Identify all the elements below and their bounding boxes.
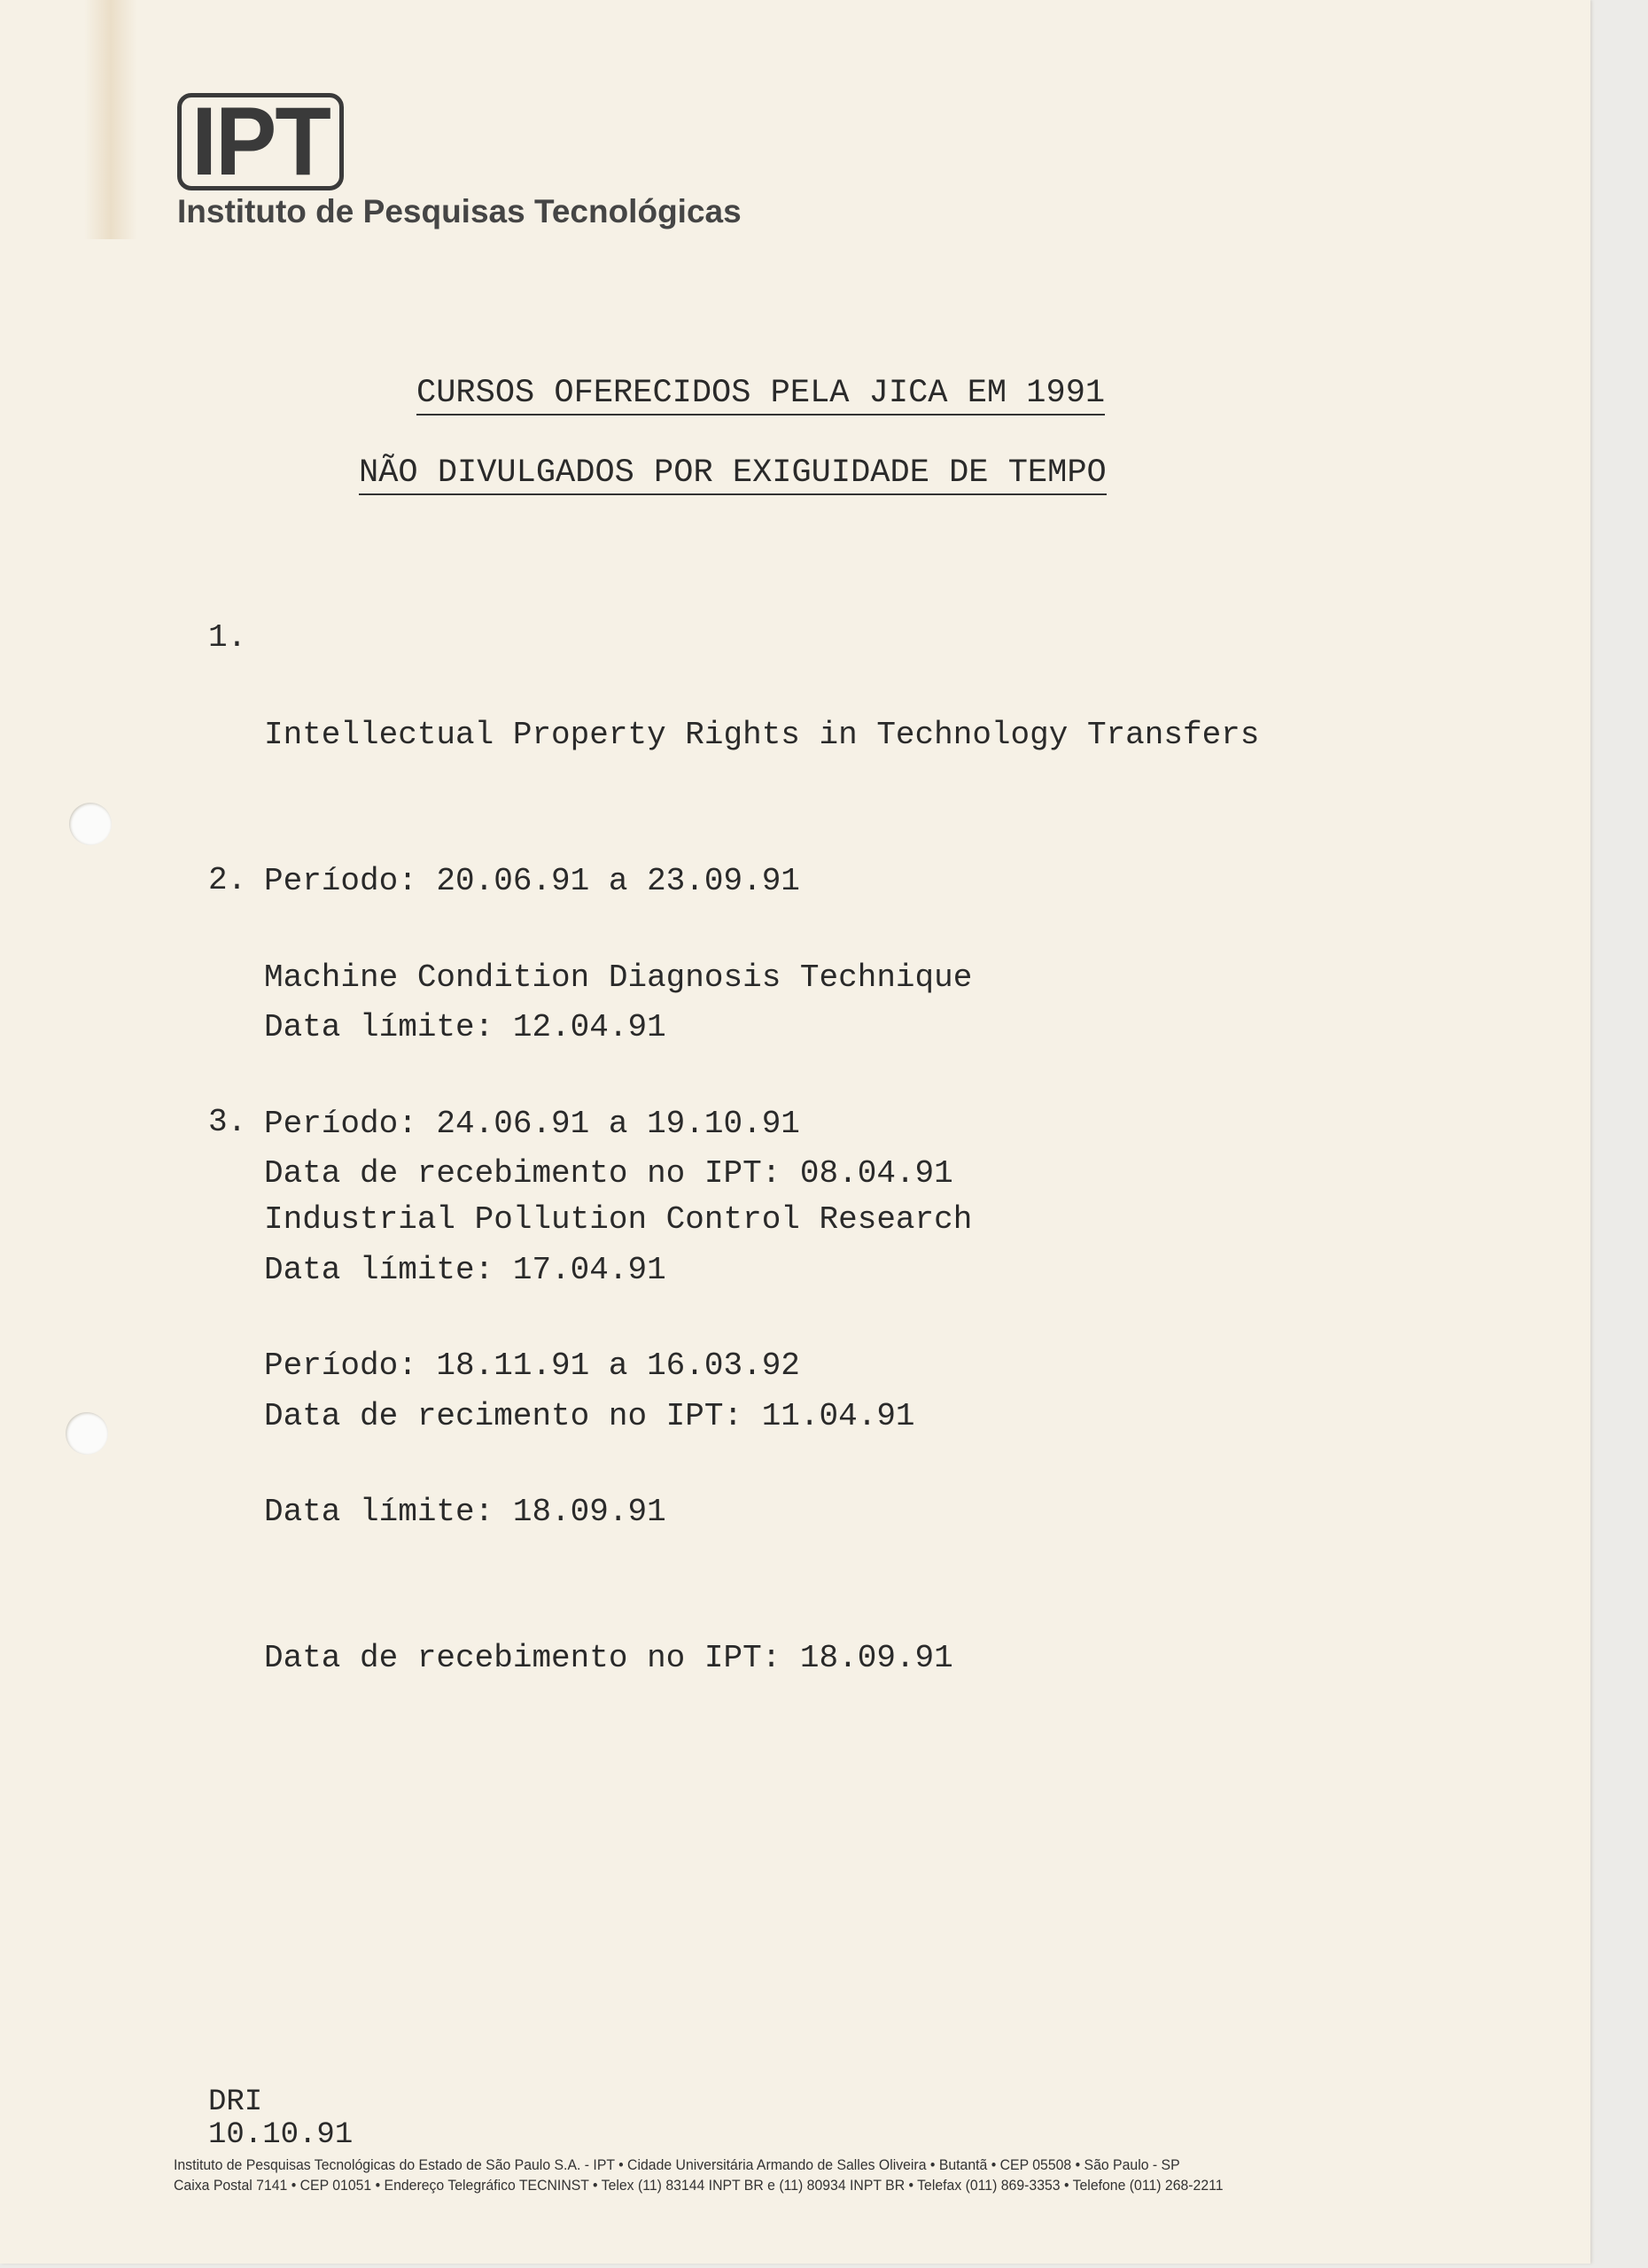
course-received: Data de recimento no IPT: 11.04.91 [264,1398,915,1434]
department: DRI [208,2085,263,2119]
footer-line: Caixa Postal 7141 • CEP 01051 • Endereço Telegráfico TECNINST • Telex (11) 83144 INPT BR e (11) 80934 INPT BR • Telefax (011) 869-3353 • Telefone (011) 268-2211 [174,2177,1224,2194]
course-name: Intellectual Property Rights in Technology Transfers [264,717,1260,753]
institution-name: Instituto de Pesquisas Tecnológicas [177,193,742,229]
letterhead-footer [174,2155,1224,2195]
signature-date: 10.10.91 [208,2118,354,2152]
punch-hole [69,803,112,845]
course-deadline: Data límite: 12.04.91 [264,1009,666,1045]
punch-hole [66,1412,108,1455]
course-deadline: Data límite: 17.04.91 [264,1252,666,1288]
course-name: Machine Condition Diagnosis Technique [264,959,973,996]
course-deadline: Data límite: 18.09.91 [264,1494,666,1530]
signature-block [208,2086,353,2152]
course-number: 3. [208,1104,247,1140]
course-period: Período: 18.11.91 a 16.03.92 [264,1348,800,1384]
ipt-logo [177,88,344,196]
document-subtitle: NÃO DIVULGADOS POR EXIGUIDADE DE TEMPO [359,455,1107,495]
course-name: Industrial Pollution Control Research [264,1201,973,1238]
course-period: Período: 20.06.91 a 23.09.91 [264,863,800,899]
footer-line: Instituto de Pesquisas Tecnológicas do Estado de São Paulo S.A. - IPT • Cidade Universitária Armando de Salles Oliveira • Butantã • CEP 05508 • São Paulo - SP [174,2156,1180,2173]
course-period: Período: 24.06.91 a 19.10.91 [264,1106,800,1142]
document-title: CURSOS OFERECIDOS PELA JICA EM 1991 [416,376,1105,416]
course-received: Data de recebimento no IPT: 18.09.91 [264,1640,953,1676]
logo-text: IPT [191,88,330,196]
course-number: 2. [208,862,247,898]
staple-stain [84,0,137,239]
course-number: 1. [208,619,247,656]
course-received: Data de recebimento no IPT: 08.04.91 [264,1155,953,1192]
